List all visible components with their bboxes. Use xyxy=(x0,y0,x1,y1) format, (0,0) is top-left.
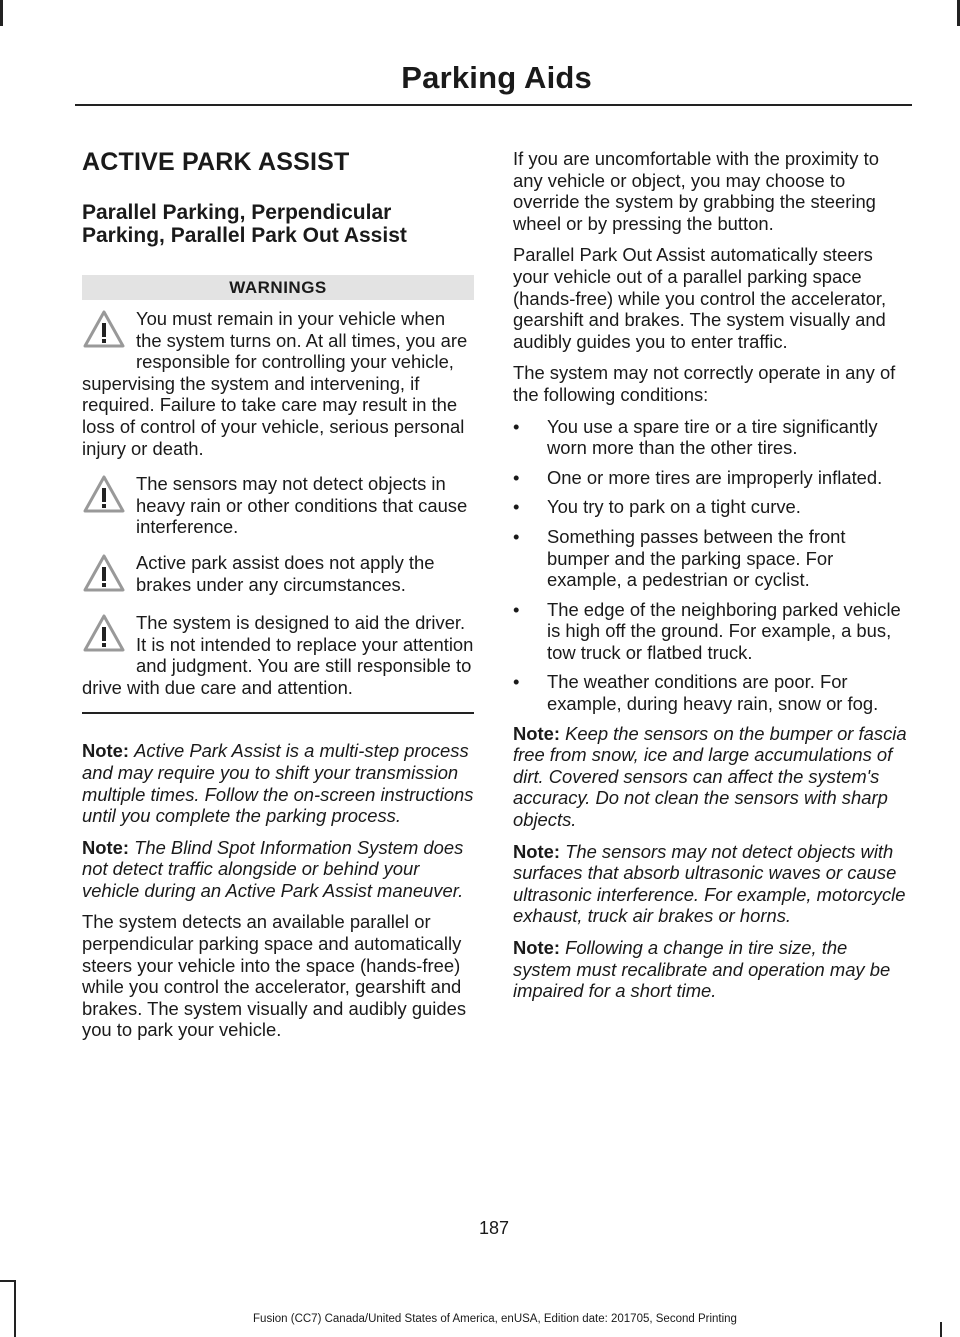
note-text: The sensors may not detect objects with surfaces that absorb ultrasonic waves or cause ultrasonic interference. For example, motorcycle exhaust, truck air brakes or horns. xyxy=(513,840,906,927)
warnings-end-rule xyxy=(82,712,474,714)
note-text: Keep the sensors on the bumper or fascia free from snow, ice and large accumulations of dirt. Covered sensors can affect the system's accuracy. Do not clean the sensors with sharp objects. xyxy=(513,722,907,831)
footer-edition: Fusion (CC7) Canada/United States of America, enUSA, Edition date: 201705, Second Printing xyxy=(253,1313,737,1325)
bullet: • xyxy=(513,598,520,620)
warnings-heading: WARNINGS xyxy=(82,275,474,300)
list-item xyxy=(513,599,909,664)
crop-mark-bottom-left xyxy=(14,1280,16,1337)
warning-block xyxy=(82,552,474,598)
body-paragraph: Parallel Park Out Assist automatically steers your vehicle out of a parallel parking space (hands-free) while you control the accelerator, gearshift and brakes. The system visually and audibly guides you to enter traffic. xyxy=(513,244,887,352)
list-item-text: Something passes between the front bumper and the parking space. For example, a pedestrian or cyclist. xyxy=(547,525,846,591)
note-label: Note: xyxy=(82,740,129,762)
warning-text: The system is designed to aid the driver. It is not intended to replace your attention and judgment. You are still responsible to drive with due care and attention. xyxy=(82,611,474,698)
crop-mark-bottom-left-h xyxy=(0,1280,16,1282)
note-text: Following a change in tire size, the system must recalibrate and operation may be impaired for a short time. xyxy=(513,937,891,1002)
left-column xyxy=(82,148,474,1051)
warning-triangle-icon xyxy=(82,612,126,658)
page-number: 187 xyxy=(478,1218,510,1238)
list-item xyxy=(513,416,909,459)
right-column xyxy=(513,148,909,1012)
warning-block xyxy=(82,473,474,538)
note-paragraph xyxy=(513,841,909,927)
warning-block xyxy=(82,308,474,459)
body-paragraph: The system detects an available parallel or perpendicular parking space and automatically steers your vehicle into the space (hands-free) while you control the accelerator, gearshift and brakes. The system visually and audibly guides you to park your vehicle. xyxy=(82,911,467,1041)
body-paragraph: The system may not correctly operate in any of the following conditions: xyxy=(513,362,896,405)
bullet: • xyxy=(513,496,520,518)
warning-block xyxy=(82,612,474,698)
note-paragraph xyxy=(513,723,909,831)
conditions-list xyxy=(513,416,909,715)
list-item xyxy=(513,671,909,714)
list-item xyxy=(513,496,909,518)
bullet: • xyxy=(513,671,520,693)
note-text: Active Park Assist is a multi-step process and may require you to shift your transmission multiple times. Follow the on-screen instructions until you complete the parking process. xyxy=(82,740,474,827)
section-title: ACTIVE PARK ASSIST xyxy=(82,148,350,176)
warning-triangle-icon xyxy=(82,473,126,519)
list-item-text: The edge of the neighboring parked vehicle is high off the ground. For example, a bus, tow truck or flatbed truck. xyxy=(547,598,901,663)
list-item xyxy=(513,467,909,489)
warning-triangle-icon xyxy=(82,552,126,598)
list-item-text: One or more tires are improperly inflated. xyxy=(547,466,883,488)
section-subtitle: Parallel Parking, Perpendicular Parking, Parallel Park Out Assist xyxy=(82,201,407,247)
bullet: • xyxy=(513,466,520,488)
bullet: • xyxy=(513,415,520,437)
note-paragraph xyxy=(513,937,909,1002)
note-label: Note: xyxy=(513,937,560,958)
warning-text: Active park assist does not apply the brakes under any circumstances. xyxy=(136,551,435,595)
list-item-text: The weather conditions are poor. For example, during heavy rain, snow or fog. xyxy=(547,671,879,715)
list-item-text: You try to park on a tight curve. xyxy=(547,496,801,518)
warning-text: The sensors may not detect objects in heavy rain or other conditions that cause interference. xyxy=(136,473,468,538)
crop-mark-top-left xyxy=(0,0,3,26)
note-text: The Blind Spot Information System does not detect traffic alongside or behind your vehicle during an Active Park Assist maneuver. xyxy=(82,836,464,901)
list-item xyxy=(513,526,909,591)
warning-triangle-icon xyxy=(82,308,126,354)
note-paragraph xyxy=(82,740,474,826)
note-label: Note: xyxy=(82,836,129,858)
note-label: Note: xyxy=(513,840,560,862)
header-rule xyxy=(75,104,912,106)
bullet: • xyxy=(513,525,520,547)
note-paragraph xyxy=(82,837,474,902)
note-label: Note: xyxy=(513,722,560,744)
page-header-title: Parking Aids xyxy=(401,60,592,95)
warning-text: You must remain in your vehicle when the system turns on. At all times, you are responsible for controlling your vehicle, supervising the system and intervening, if required. Failure to take care may result in the loss of control of your vehicle, serious personal injury or death. xyxy=(82,308,468,459)
list-item-text: You use a spare tire or a tire significantly worn more than the other tires. xyxy=(547,415,878,459)
body-paragraph: If you are uncomfortable with the proximity to any vehicle or object, you may choose to override the system by grabbing the steering wheel or by pressing the button. xyxy=(513,148,879,234)
